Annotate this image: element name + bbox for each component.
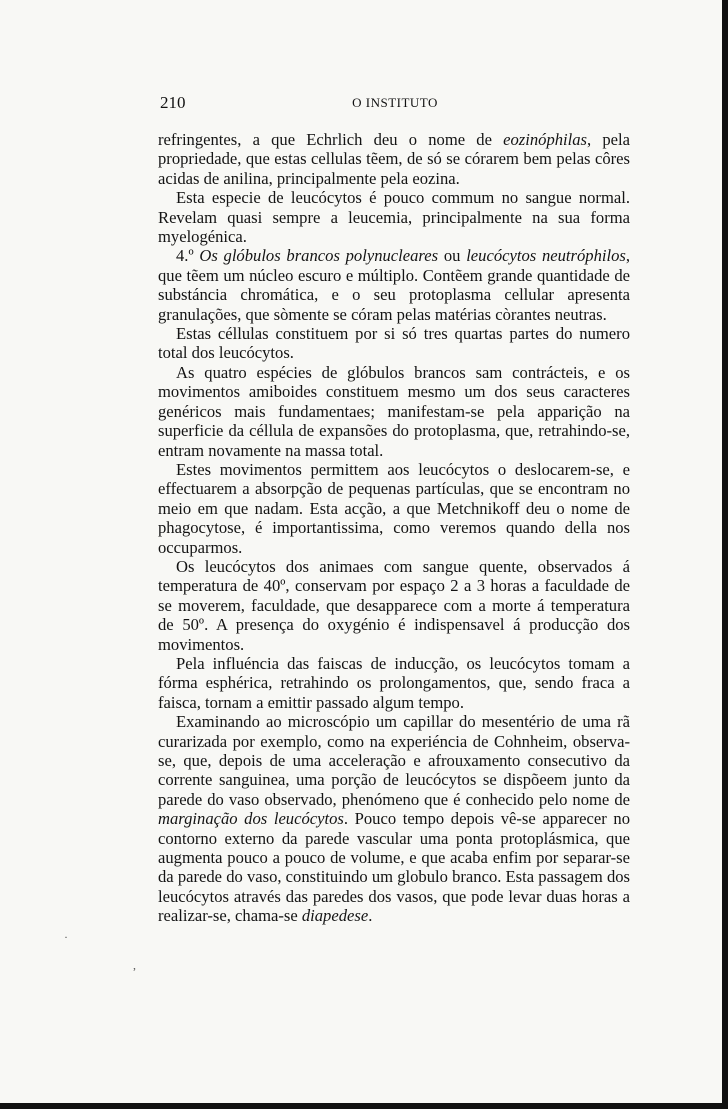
paragraph [158,654,630,712]
text-run: As quatro espécies de glóbulos brancos sam contrácteis, e os movimentos amiboides constituem mesmo um dos seus caracteres genéricos mais fundamentaes; manifestam-se pela apparição na superficie da céllula de expansões do protoplasma, que, retrahindo-se, entram novamente na massa total. [158,362,630,460]
page-header [160,93,630,115]
page-edge-bottom [0,1103,728,1109]
text-run: 4.º [176,246,200,266]
text-run: ou [438,246,467,266]
text-run: Pela influéncia das faiscas de inducção, os leucócytos tomam a fórma esphérica, retrahindo os prolongamentos, que, sendo fraca a faisca, tornam a emittir passado algum tempo. [158,653,630,712]
text-run: , que tẽem um núcleo escuro e múltiplo. Contẽem grande quantidade de substáncia chromática, e o seu protoplasma cellular apresenta granulações, que sòmente se córam pelas matérias còrantes neutras. [158,246,631,324]
text-run: Os leucócytos dos animaes com sangue quente, observados á temperatura de 40º, conservam por espaço 2 a 3 horas a faculdade de se moverem, faculdade, que desapparece com a morte á temperatura de 50º. A presença do oxygénio é indispensavel á producção dos movimentos. [158,556,630,654]
text-run: Estas céllulas constituem por si só tres quartas partes do numero total dos leucócytos. [158,324,630,363]
italic-text: diapedese [301,906,369,926]
italic-text: eozinóphilas [503,130,588,149]
paragraph [158,460,630,557]
text-run: Examinando ao microscópio um capillar do mesentério de uma rã curarizada por exemplo, como na experiéncia de Cohnheim, observa-se, que, depois de uma acceleração e afrouxamento consecutivo da corrente sanguinea, uma porção de leucócytos se dispõeem junto da parede do vaso observado, phenómeno que é conhecido pelo nome de [158,712,630,809]
text-run: Esta especie de leucócytos é pouco commum no sangue normal. Revelam quasi sempre a leucemia, principalmente na sua forma myelogénica. [158,188,630,247]
body-text [158,130,630,926]
page-edge-right [722,0,728,1109]
text-run: refringentes, a que Echrlich deu o nome de [158,130,504,149]
paragraph [158,246,630,324]
paragraph [158,557,630,654]
paragraph [158,188,630,246]
text-run: , pela propriedade, que estas cellulas tẽem, de só se córarem bem pelas côres acidas de anilina, principalmente pela eozina. [158,130,630,188]
page-number: 210 [160,93,186,112]
paragraph [158,324,630,363]
paragraph [158,363,630,460]
italic-text: marginação dos leucócytos [158,809,344,829]
margin-speck: , [133,958,136,972]
italic-text: leucócytos neutróphilos [466,246,626,266]
margin-speck: · [64,930,68,944]
text-run: Estes movimentos permittem aos leucócytos o deslocarem-se, e effectuarem a absorpção de pequenas partículas, que se encontram no meio em que nadam. Esta acção, a que Metchnikoff deu o nome de phagocytose, é importantissima, como veremos quando della nos occuparmos. [158,459,630,557]
paragraph [158,712,630,925]
paragraph [158,130,630,188]
text-run: . [368,906,373,926]
text-run: . Pouco tempo depois vê-se apparecer no contorno externo da parede vascular uma ponta protoplásmica, que augmenta pouco a pouco de volume, e que acaba enfim por separar-se da parede do vaso, constituindo um globulo branco. Esta passagem dos leucócytos através das paredes dos vasos, que pode levar duas horas a realizar-se, chama-se [158,809,630,926]
italic-text: Os glóbulos brancos polynucleares [199,246,439,266]
running-title: O INSTITUTO [352,95,438,110]
